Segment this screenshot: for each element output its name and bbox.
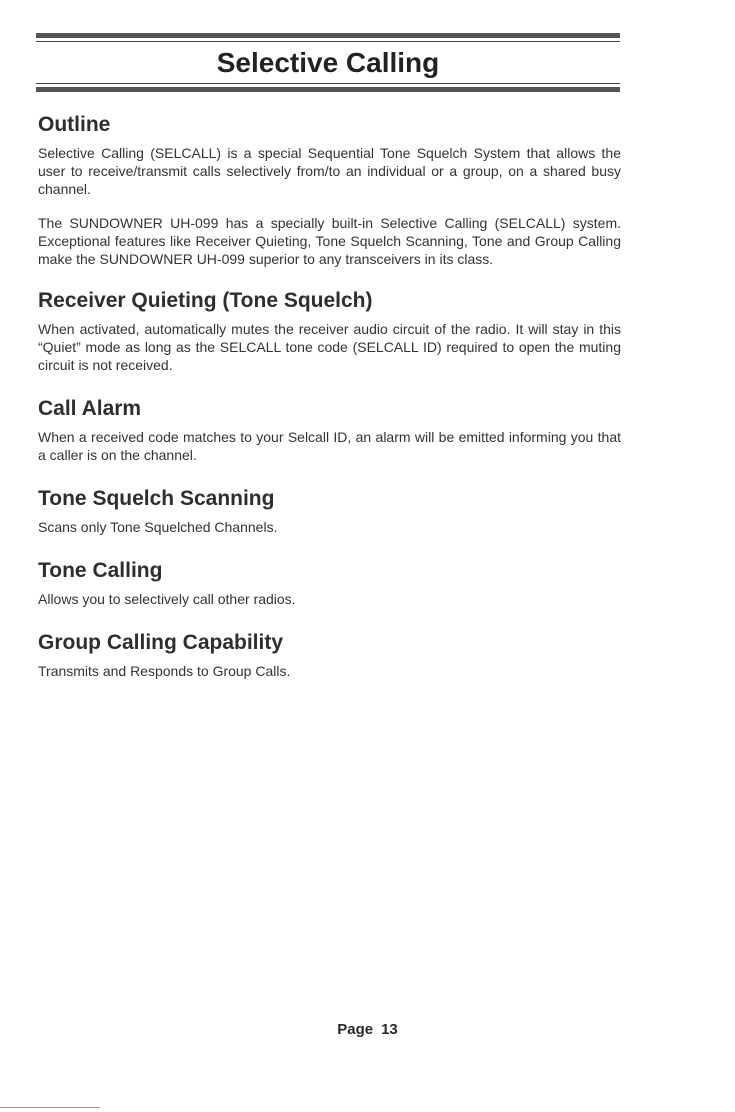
section-tone-squelch-scanning bbox=[38, 486, 621, 536]
paragraph: The SUNDOWNER UH-099 has a specially built-in Selective Calling (SELCALL) system. Exceptional features like Receiver Quieting, Tone Squelch Scanning, Tone and Group Calling make the SUNDOWNER UH-099 superior to any transceivers in its class. bbox=[38, 215, 621, 267]
page-label: Page bbox=[337, 1021, 374, 1038]
section-heading: Receiver Quieting (Tone Squelch) bbox=[38, 289, 373, 312]
paragraph: Transmits and Responds to Group Calls. bbox=[38, 663, 291, 679]
page-number-value: 13 bbox=[381, 1021, 398, 1038]
document-body bbox=[38, 112, 621, 702]
paragraph: Selective Calling (SELCALL) is a special Sequential Tone Squelch System that allows the user to receive/transmit calls selectively from/to an individual or a group, on a shared busy channel. bbox=[38, 145, 621, 197]
section-receiver-quieting bbox=[38, 288, 621, 374]
section-outline bbox=[38, 112, 621, 268]
scan-edge-line bbox=[0, 1107, 100, 1108]
section-call-alarm bbox=[38, 396, 621, 464]
paragraph: When activated, automatically mutes the receiver audio circuit of the radio. It will stay in this “Quiet” mode as long as the SELCALL tone code (SELCALL ID) required to open the muting circuit is not received. bbox=[38, 321, 621, 373]
section-heading: Call Alarm bbox=[38, 397, 142, 420]
paragraph: Allows you to selectively call other radios. bbox=[38, 591, 296, 607]
section-heading: Tone Squelch Scanning bbox=[38, 487, 275, 510]
page-number bbox=[0, 1021, 735, 1038]
section-heading: Tone Calling bbox=[38, 559, 163, 582]
paragraph: Scans only Tone Squelched Channels. bbox=[38, 519, 278, 535]
title-rule-top-thick bbox=[36, 33, 620, 38]
title-rule-bottom-thin bbox=[36, 83, 620, 84]
title-rule-bottom-thick bbox=[36, 87, 620, 92]
paragraph: When a received code matches to your Selcall ID, an alarm will be emitted informing you that a caller is on the channel. bbox=[38, 429, 621, 463]
section-tone-calling bbox=[38, 558, 621, 608]
section-group-calling bbox=[38, 630, 621, 680]
page-title: Selective Calling bbox=[216, 47, 440, 78]
section-heading: Group Calling Capability bbox=[38, 631, 284, 654]
section-heading: Outline bbox=[38, 113, 111, 136]
title-rule-top-thin bbox=[36, 41, 620, 42]
